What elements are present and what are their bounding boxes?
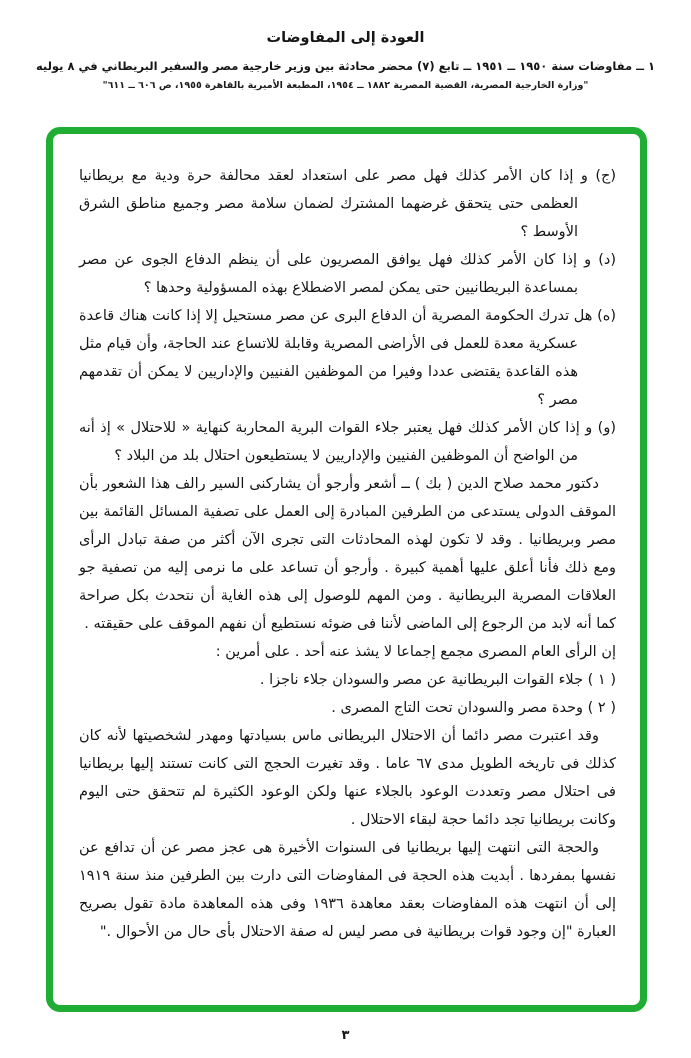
document-header [0, 0, 691, 91]
paragraph-question-h: (ه) هل تدرك الحكومة المصرية أن الدفاع البرى عن مصر مستحيل إلا إذا كانت هناك قاعدة عسكرية معدة للعمل فى الأراضى المصرية وقابلة للاتساع عند الحاجة، وأن قيام مثل هذه القاعدة يقتضى عددا وفيرا من الموظفين الفنيين والإداريين لا يمكن أن تقدمهم مصر ؟ [79, 308, 616, 408]
list-item-demand-2: ( ٢ ) وحدة مصر والسودان تحت التاج المصرى . [331, 700, 616, 716]
paragraph-public-opinion-intro: إن الرأى العام المصرى مجمع إجماعا لا يشذ عنه أحد . على أمرين : [215, 644, 616, 660]
paragraph-occupation-history: وقد اعتبرت مصر دائما أن الاحتلال البريطانى ماس بسيادتها ومهدر لشخصيتها لأنه كان كذلك فى تاريخه الطويل مدى ٦٧ عاما . وقد تغيرت الحجج التى كانت تستند إليها بريطانيا فى احتلال مصر وتعددت الوعود بالجلاء عنها ولكن الوعود الكثيرة لم تتحقق حتى اليوم وكانت بريطانيا تجد دائما حجة لبقاء الاحتلال . [79, 728, 616, 828]
paragraph-minister-reply: دكتور محمد صلاح الدين ( بك ) ــ أشعر وأرجو أن يشاركنى السير رالف هذا الشعور بأن الموقف الدولى يستدعى من الطرفين المبادرة إلى العمل على تصفية المسائل القائمة بين مصر وبريطانيا . وقد لا تكون لهذه المحادثات التى تجرى الآن أكثر من صفة تبادل الرأى ومع ذلك فأنا أعلق عليها أهمية كبيرة . وأرجو أن تساعد على ما نرمى إليه من تصفية جو العلاقات المصرية البريطانية . ومن المهم للوصول إلى هذه الغاية أن نتحدث بكل صراحة كما أنه لابد من الرجوع إلى الماضى لأننا فى ضوئه نستطيع أن نفهم الموقف على حقيقته . [79, 476, 616, 632]
document-subtitle: ١ ــ مفاوضات سنة ١٩٥٠ ــ ١٩٥١ ــ تابع (٧) محضر محادثة بين وزير خارجية مصر والسفير البريطاني في ٨ يوليه [35, 59, 656, 73]
paragraph-question-w: (و) و إذا كان الأمر كذلك فهل يعتبر جلاء القوات البرية المحاربة كنهاية « للاحتلال » إذ أنه من الواضح أن الموظفين الفنيين والإداريين لا يستطيعون احتلال بلد من البلاد ؟ [79, 420, 616, 464]
paragraph-question-j: (ج) و إذا كان الأمر كذلك فهل مصر على استعداد لعقد محالفة حرة ودية مع بريطانيا العظمى حتى يتحقق غرضهما المشترك لضمان سلامة مصر وجميع مناطق الشرق الأوسط ؟ [79, 168, 616, 240]
document-source-citation: "وزارة الخارجية المصرية، القضية المصرية ١٨٨٢ ــ ١٩٥٤، المطبعة الأميرية بالقاهرة ١٩٥٥، ص ٦٠٦ ــ ٦١١" [102, 80, 589, 91]
highlight-box [46, 127, 647, 1012]
list-item-demand-1: ( ١ ) جلاء القوات البريطانية عن مصر والسودان جلاء ناجزا . [259, 672, 616, 688]
paragraph-final-argument: والحجة التى انتهت إليها بريطانيا فى السنوات الأخيرة هى عجز مصر عن أن تدافع عن نفسها بمفردها . أبديت هذه الحجة فى المفاوضات التى دارت بين الطرفين منذ سنة ١٩١٩ إلى أن انتهت هذه المفاوضات بعقد معاهدة ١٩٣٦ وفى هذه المعاهدة مادة تقول بصريح العبارة "إن وجود قوات بريطانية فى مصر ليس له صفة الاحتلال بأى حال من الأحوال ." [79, 840, 616, 940]
document-title: العودة إلى المفاوضات [266, 30, 425, 46]
page-number: ٣ [341, 1028, 350, 1043]
paragraph-question-d: (د) و إذا كان الأمر كذلك فهل يوافق المصريون على أن ينظم الدفاع الجوى عن مصر بمساعدة البريطانيين حتى يمكن لمصر الاضطلاع بهذه المسؤولية وحدها ؟ [79, 252, 616, 296]
